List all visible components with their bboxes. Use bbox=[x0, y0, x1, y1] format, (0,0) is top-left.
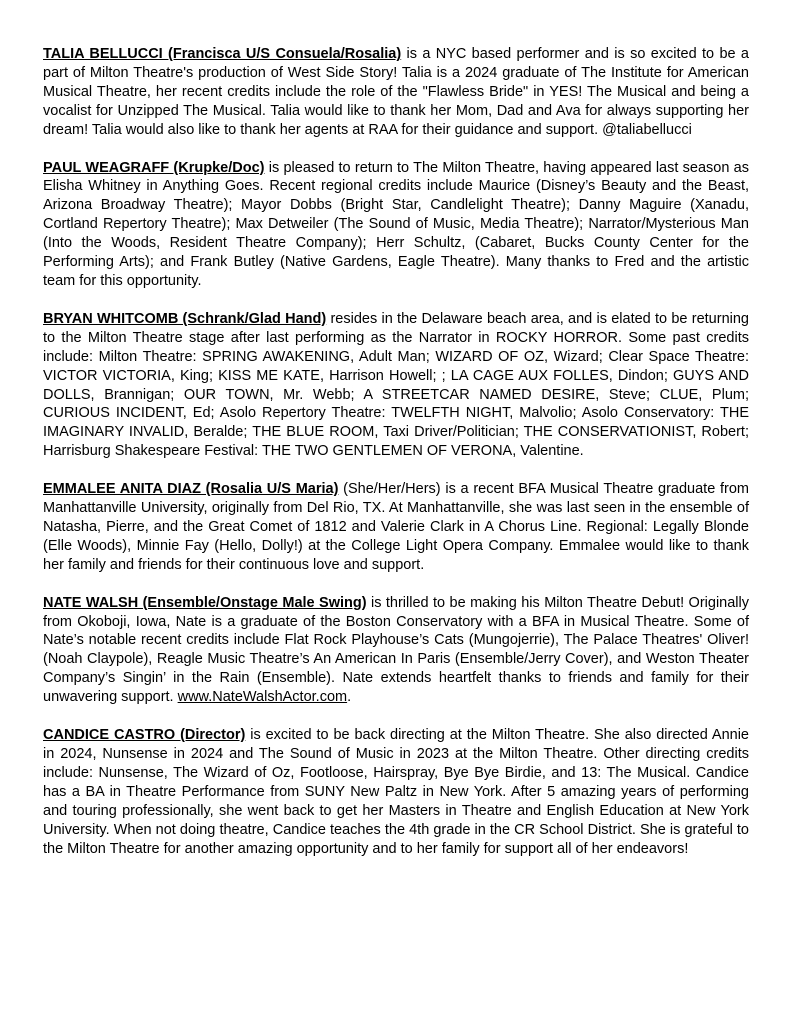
bio-text: (She/Her/Hers) is a recent BFA Musical Theatre graduate from Manhattanville University, originally from Del Rio, TX. At Manhattanville, she was last seen in the ensemble of Natasha, Pierre, and the Great Comet of 1812 and Valerie Clark in A Chorus Line. Regional: Legally Blonde (Elle Woods), Minnie Fay (Hello, Dolly!) at the College Light Opera Company. Emmalee would like to thank her family and friends for their continuous love and support. bbox=[43, 481, 749, 573]
bio-heading: PAUL WEAGRAFF (Krupke/Doc) bbox=[43, 159, 265, 176]
bio-paul-weagraff bbox=[43, 159, 749, 291]
bio-nate-walsh bbox=[43, 594, 749, 707]
bio-heading: NATE WALSH (Ensemble/Onstage Male Swing) bbox=[43, 594, 367, 611]
bio-talia-bellucci bbox=[43, 45, 749, 140]
bio-text: resides in the Delaware beach area, and is elated to be returning to the Milton Theatre stage after last performing as the Narrator in ROCKY HORROR. Some past credits include: Milton Theatre: SPRING AWAKENING, Adult Man; WIZARD OF OZ, Wizard; Clear Space Theatre: VICTOR VICTORIA, King; KISS ME KATE, Harrison Howell; ; LA CAGE AUX FOLLES, Dindon; GUYS AND DOLLS, Brannigan; OUR TOWN, Mr. Webb; A STREETCAR NAMED DESIRE, Steve; CLUE, Plum; CURIOUS INCIDENT, Ed; Asolo Repertory Theatre: TWELFTH NIGHT, Malvolio; Asolo Conservatory: THE IMAGINARY INVALID, Beralde; THE BLUE ROOM, Taxi Driver/Politician; THE CONSERVATIONIST, Robert; Harrisburg Shakespeare Festival: THE TWO GENTLEMEN OF VERONA, Valentine. bbox=[43, 310, 749, 460]
bio-text: is excited to be back directing at the Milton Theatre. She also directed Annie in 2024, Nunsense in 2024 and The Sound of Music in 2023 at the Milton Theatre. Other directing credits include: Nunsense, The Wizard of Oz, Footloose, Hairspray, Bye Bye Birdie, and 13: The Musical. Candice has a BA in Theatre Performance from SUNY New Paltz in New York. After 5 amazing years of performing and touring professionally, she went back to get her Masters in Theatre and English Education at New York University. When not doing theatre, Candice teaches the 4th grade in the CR School District. She is grateful to the Milton Theatre for another amazing opportunity and to her family for support all of her endeavors! bbox=[43, 727, 749, 857]
bio-heading: EMMALEE ANITA DIAZ (Rosalia U/S Maria) bbox=[43, 481, 339, 498]
bio-emmalee-anita-diaz bbox=[43, 480, 749, 575]
bio-heading: TALIA BELLUCCI (Francisca U/S Consuela/Rosalia) bbox=[43, 46, 402, 62]
bio-bryan-whitcomb bbox=[43, 310, 749, 461]
bio-text: is a NYC based performer and is so excited to be a part of Milton Theatre's production of West Side Story! Talia is a 2024 graduate of The Institute for American Musical Theatre, her recent credits include the role of the "Flawless Bride" in YES! The Musical and being a vocalist for Unzipped The Musical. Talia would like to thank her Mom, Dad and Ava for always supporting her dream! Talia would also like to thank her agents at RAA for their guidance and support. @taliabellucci bbox=[43, 46, 749, 138]
bio-candice-castro bbox=[43, 726, 749, 858]
bio-text: is pleased to return to The Milton Theatre, having appeared last season as Elisha Whitney in Anything Goes. Recent regional credits include Maurice (Disney’s Beauty and the Beast, Arizona Broadway Theatre); Mayor Dobbs (Bright Star, Candlelight Theatre); Danny Maguire (Xanadu, Cortland Repertory Theatre); Max Detweiler (The Sound of Music, Media Theatre); Narrator/Mysterious Man (Into the Woods, Resident Theatre Company); Herr Schultz, (Cabaret, Bucks County Center for the Performing Arts); and Frank Butley (Native Gardens, Eagle Theatre). Many thanks to Fred and the artistic team for this opportunity. bbox=[43, 159, 749, 289]
bio-heading: BRYAN WHITCOMB (Schrank/Glad Hand) bbox=[43, 310, 327, 327]
bio-page bbox=[43, 45, 749, 877]
bio-text-end: . bbox=[347, 689, 352, 706]
website-link[interactable]: www.NateWalshActor.com bbox=[177, 689, 348, 706]
bio-heading: CANDICE CASTRO (Director) bbox=[43, 727, 246, 744]
bio-text: is thrilled to be making his Milton Theatre Debut! Originally from Okoboji, Iowa, Nate is a graduate of the Boston Conservatory with a BFA in Musical Theatre. Some of Nate’s notable recent credits include Flat Rock Playhouse’s Cats (Mungojerrie), The Palace Theatres' Oliver! (Noah Claypole), Reagle Music Theatre’s An American In Paris (Ensemble/Jerry Cover), and Weston Theater Company’s Singin’ in the Rain (Ensemble). Nate extends heartfelt thanks to friends and family for their unwavering support. bbox=[43, 594, 749, 706]
